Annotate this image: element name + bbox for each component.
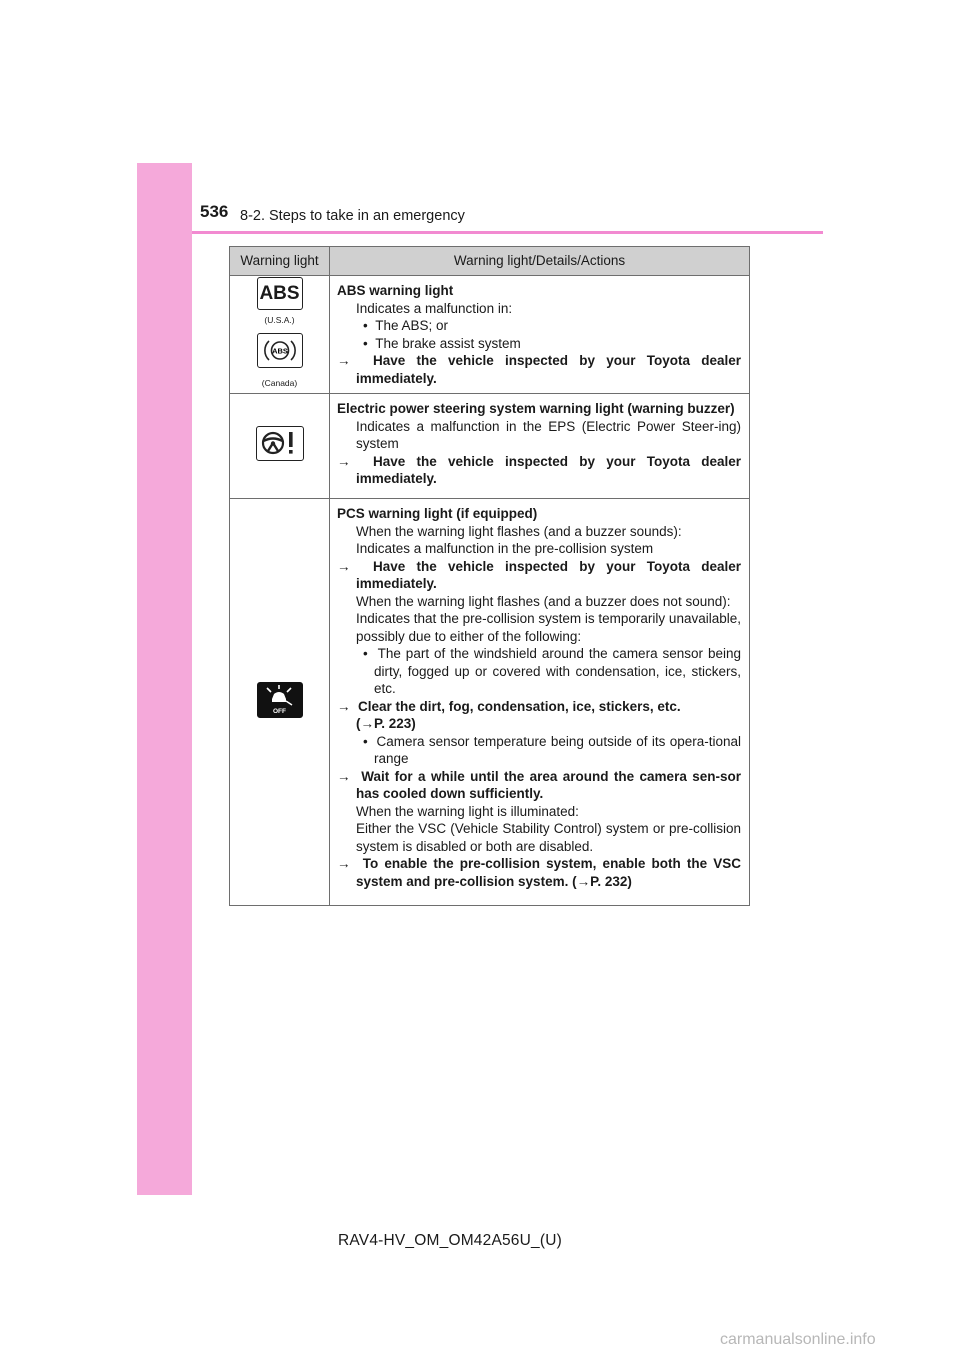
column-header-warning-light: Warning light	[230, 247, 330, 276]
row-text: When the warning light flashes (and a buzzer sounds):	[356, 523, 682, 539]
row-text: Either the VSC (Vehicle Stability Control) system or pre-collision system is disabled or both are disabled.	[356, 821, 741, 854]
bullet-item: • Camera sensor temperature being outside of its opera-tional range	[363, 733, 741, 766]
row-text: When the warning light flashes (and a buzzer does not sound):	[356, 593, 731, 609]
abs-icon	[257, 277, 303, 310]
abs-icon-text: ABS	[259, 282, 300, 304]
bullet-item: • The ABS; or	[363, 318, 449, 333]
side-color-band	[137, 163, 192, 1195]
steering-warning-icon	[256, 426, 304, 461]
details-cell	[330, 394, 750, 499]
row-title: Electric power steering system warning light (warning buzzer)	[337, 401, 735, 416]
section-title: 8-2. Steps to take in an emergency	[240, 208, 465, 224]
abs-circle-icon	[257, 333, 303, 368]
row-text: When the warning light is illuminated:	[356, 803, 579, 819]
action-text: → Have the vehicle inspected by your Toyota dealer immediately.	[337, 453, 741, 486]
table-row	[230, 276, 750, 394]
bullet-item: • The part of the windshield around the camera sensor being dirty, fogged up or covered with condensation, ice, stickers, etc.	[363, 646, 741, 696]
table-row	[230, 499, 750, 906]
icon-cell	[230, 276, 330, 394]
pcs-off-icon	[257, 682, 303, 718]
column-header-details: Warning light/Details/Actions	[330, 247, 750, 276]
abs-circle-text: ABS	[271, 346, 288, 356]
header-rule	[192, 231, 823, 234]
icon-cell	[230, 394, 330, 499]
row-text: Indicates that the pre-collision system is temporarily unavailable, possibly due to either of the following:	[356, 611, 741, 644]
row-text: Indicates a malfunction in the EPS (Electric Power Steer-ing) system	[356, 418, 741, 451]
action-text: → Wait for a while until the area around the camera sen-sor has cooled down sufficiently.	[337, 768, 741, 801]
details-cell	[330, 499, 750, 906]
watermark-text: carmanualsonline.info	[720, 1331, 876, 1348]
details-cell	[330, 276, 750, 394]
table-row	[230, 394, 750, 499]
row-title: PCS warning light (if equipped)	[337, 506, 538, 521]
action-text: → To enable the pre-collision system, enable both the VSC system and pre-collision system. (→P. 232)	[337, 856, 741, 889]
usa-label: (U.S.A.)	[264, 314, 295, 325]
canada-label: (Canada)	[261, 377, 298, 388]
pcs-off-label: OFF	[273, 707, 286, 715]
bullet-item: • The brake assist system	[363, 335, 521, 351]
action-text: → Have the vehicle inspected by your Toyota dealer immediately.	[337, 558, 741, 591]
action-text: → Have the vehicle inspected by your Toyota dealer immediately.	[337, 353, 741, 386]
row-title: ABS warning light	[337, 283, 454, 298]
table-header-row	[230, 247, 750, 276]
icon-cell	[230, 499, 330, 906]
footer-document-code: RAV4-HV_OM_OM42A56U_(U)	[338, 1232, 562, 1249]
page-reference: (→P. 223)	[356, 716, 416, 731]
row-text: Indicates a malfunction in:	[356, 300, 513, 316]
action-text: → Clear the dirt, fog, condensation, ice, stickers, etc. (→P. 223)	[337, 698, 681, 731]
warning-light-table	[229, 246, 750, 906]
page-number: 536	[200, 202, 229, 221]
row-text: Indicates a malfunction in the pre-collision system	[356, 541, 654, 556]
